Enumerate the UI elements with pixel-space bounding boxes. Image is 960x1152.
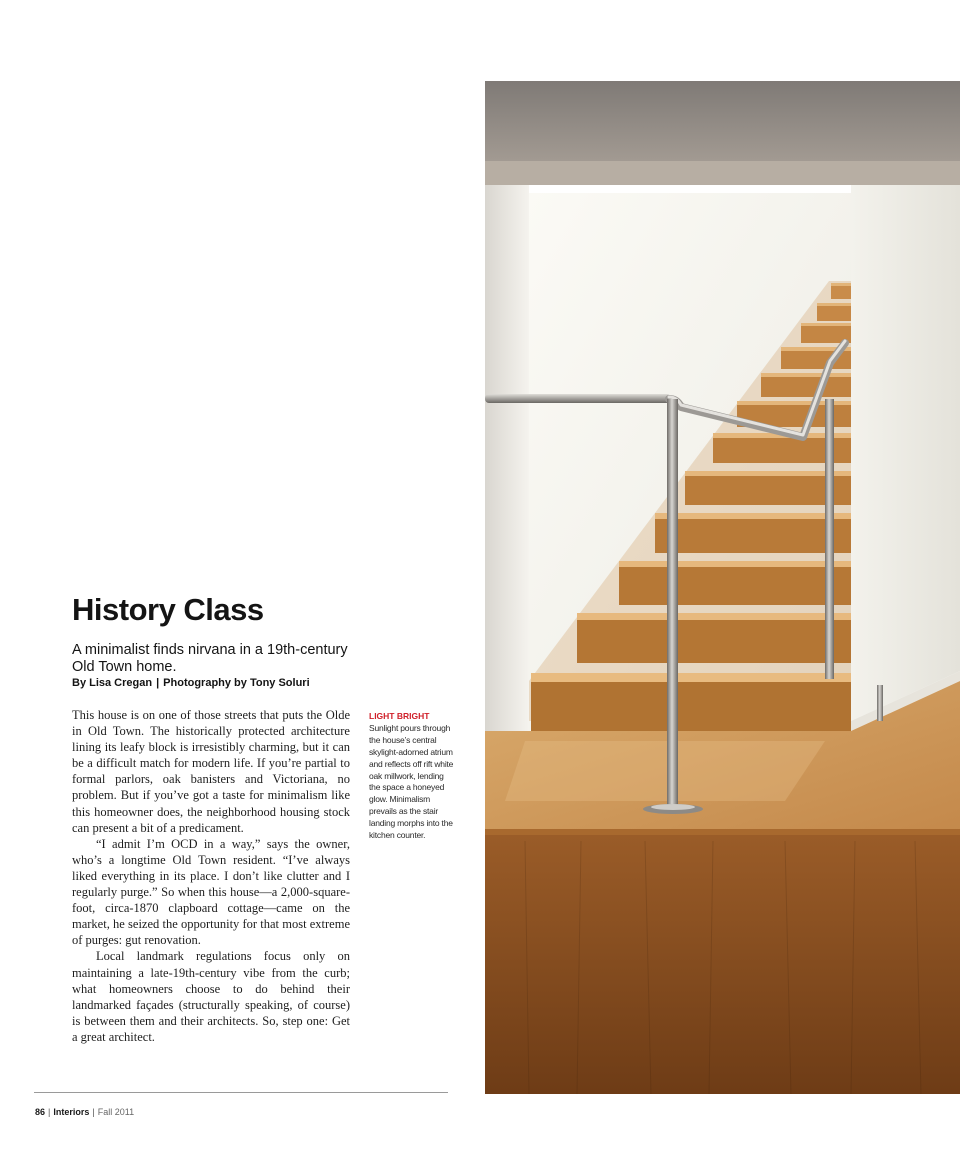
folio-separator-1: | [48, 1107, 51, 1117]
article-dek: A minimalist finds nirvana in a 19th-century Old Town home. [72, 642, 348, 675]
folio [35, 1107, 134, 1117]
body-paragraph-1: This house is on one of those streets that puts the Olde in Old Town. The historically protected architecture lining its leafy block is irresistibly charming, but it can be a difficult match for modern life. If you’re partial to formal parlors, oak banisters and Victoriana, no problem. But if you’ve got a taste for minimalism like this homeowner does, the neighborhood housing stock can present a bit of a predicament. [72, 708, 350, 835]
article-title: History Class [72, 592, 264, 627]
article-body [72, 707, 350, 1045]
right-wall [851, 185, 960, 721]
byline-author: By Lisa Cregan [72, 677, 153, 689]
footer-rule [34, 1092, 448, 1093]
issue-date: Fall 2011 [97, 1107, 135, 1117]
body-paragraph-3: Local landmark regulations focus only on maintaining a late-19th-century vibe from the curb; what homeowners choose to do behind their landmarked façades (structurally speaking, of course) is between them and their architects. So, step one: Get a great architect. [72, 949, 350, 1044]
counter-edge [485, 829, 960, 835]
skylight-opening [485, 161, 960, 185]
byline-separator: | [156, 677, 160, 689]
byline [72, 677, 372, 689]
body-paragraph-2: “I admit I’m OCD in a way,” says the owner, who’s a longtime Old Town resident. “I’ve always liked everything in its place. I don’t like clutter and I regularly purge.” So when this house—a 2,000-square-foot, circa-1870 clapboard cottage—came on the market, he seized the opportunity for that most extreme of purges: gut renovation. [72, 836, 350, 948]
byline-photographer: Photography by Tony Soluri [163, 677, 310, 689]
ceiling [485, 81, 960, 161]
magazine-name: Interiors [53, 1107, 90, 1117]
page-number: 86 [35, 1107, 46, 1117]
folio-separator-2: | [92, 1107, 95, 1117]
caption-kicker: LIGHT BRIGHT [369, 711, 430, 721]
left-wall [485, 185, 529, 785]
photo-caption [369, 711, 455, 842]
caption-text: Sunlight pours through the house’s central skylight-adorned atrium and reflects off rift white oak millwork, lending the space a honeyed glow. Minimalism prevails as the stair landing morphs into the kitchen counter. [369, 722, 454, 841]
staircase-photo [485, 81, 960, 1094]
floor-sheen [505, 741, 825, 801]
kitchen-counter [485, 835, 960, 1094]
